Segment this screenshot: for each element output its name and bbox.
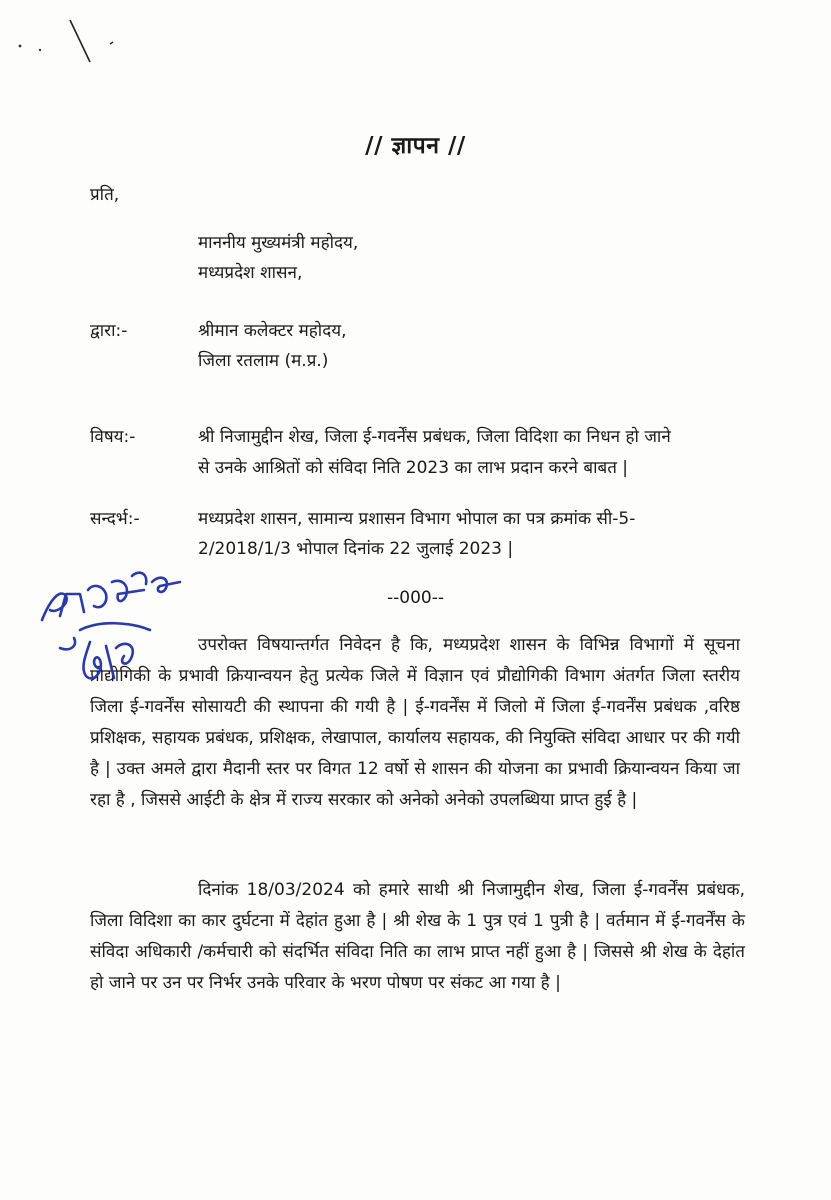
reference-line-2: 2/2018/1/3 भोपाल दिनांक 22 जुलाई 2023 |: [198, 539, 514, 559]
separator: --000--: [387, 588, 444, 608]
addressee-line-1: माननीय मुख्यमंत्री महोदय,: [198, 233, 359, 253]
body-paragraph-2: दिनांक 18/03/2024 को हमारे साथी श्री निजामुद्दीन शेख, जिला ई-गवर्नेंस प्रबंधक, जिला विदिशा का कार दुर्घटना में देहांत हुआ है | श्री शेख के 1 पुत्र एवं 1 पुत्री है | वर्तमान में ई-गवर्नेंस के संविदा अधिकारी /कर्मचारी को संदर्भित संविदा निति का लाभ प्राप्त नहीं हुआ है | जिससे श्री शेख के देहांत हो जाने पर उन पर निर्भर उनके परिवार के भरण पोषण पर संकट आ गया है |: [90, 880, 745, 993]
through-line-2: जिला रतलाम (म.प्र.): [198, 351, 329, 371]
prati-label: प्रति,: [90, 185, 120, 205]
handwritten-signature: [20, 560, 220, 710]
addressee-line-2: मध्यप्रदेश शासन,: [198, 263, 303, 283]
body-paragraph-1: उपरोक्त विषयान्तर्गत निवेदन है कि, मध्यप्रदेश शासन के विभिन्न विभागों में सूचना प्रौद्योगिकी के प्रभावी क्रियान्वयन हेतु प्रत्येक जिले में विज्ञान एवं प्रौद्योगिकी विभाग अंतर्गत जिला स्तरीय जिला ई-गवर्नेंस सोसायटी की स्थापना की गयी है | ई-गवर्नेंस में जिलो में जिला ई-गवर्नेंस प्रबंधक ,वरिष्ठ प्रशिक्षक, सहायक प्रबंधक, प्रशिक्षक, लेखापाल, कार्यालय सहायक, की नियुक्ति संविदा आधार पर की गयी है | उक्त अमले द्वारा मैदानी स्तर पर विगत 12 वर्षो से शासन की योजना का प्रभावी क्रियान्वयन किया जा रहा है , जिससे आईटी के क्षेत्र में राज्य सरकार को अनेको अनेको उपलब्धिया प्राप्त हुई है |: [90, 635, 740, 810]
reference-line-1: मध्यप्रदेश शासन, सामान्य प्रशासन विभाग भोपाल का पत्र क्रमांक सी-5-: [198, 509, 636, 529]
pen-scratch-marks: [12, 6, 122, 66]
document-title: // ज्ञापन //: [365, 133, 466, 159]
reference-label: सन्दर्भ:-: [90, 509, 140, 529]
subject-label: विषय:-: [90, 427, 136, 447]
through-line-1: श्रीमान कलेक्टर महोदय,: [198, 321, 347, 341]
through-label: द्वारा:-: [90, 321, 128, 341]
subject-line-1: श्री निजामुद्दीन शेख, जिला ई-गवर्नेंस प्रबंधक, जिला विदिशा का निधन हो जाने: [198, 427, 671, 447]
subject-line-2: से उनके आश्रितों को संविदा निति 2023 का लाभ प्रदान करने बाबत |: [198, 458, 629, 478]
